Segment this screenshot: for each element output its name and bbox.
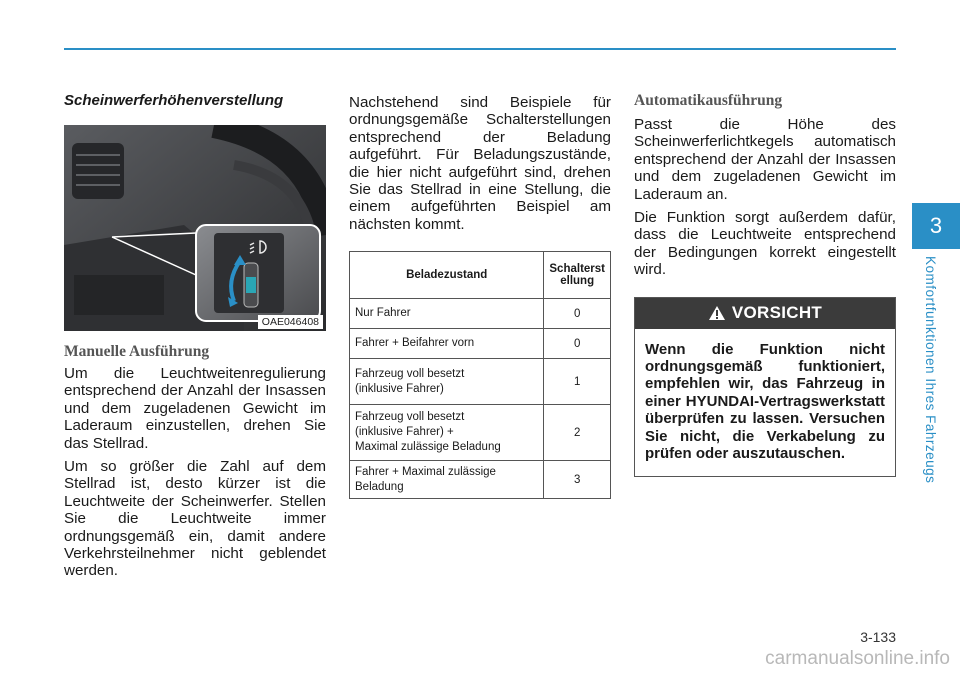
caution-title: VORSICHT xyxy=(731,303,823,323)
table-cell-load: Fahrzeug voll besetzt (inklusive Fahrer) + Maximal zulässige Beladung xyxy=(350,405,544,461)
image-code: OAE046408 xyxy=(258,315,323,329)
table-row xyxy=(350,405,611,461)
caution-box xyxy=(634,297,896,477)
table-cell-load: Fahrzeug voll besetzt (inklusive Fahrer) xyxy=(350,359,544,405)
table-row xyxy=(350,359,611,405)
table-row xyxy=(350,329,611,359)
caution-text: Wenn die Funktion nicht ordnungsgemäß funktioniert, empfehlen wir, das Fahrzeug in einer HYUNDAI-Vertragswerkstatt überprüfen zu lassen. Versuchen Sie nicht, die Verkabelung zu prüfen oder auszutauschen. xyxy=(645,340,885,463)
table-cell-switch: 2 xyxy=(544,405,611,461)
auto-heading: Automatikausführung xyxy=(634,92,783,109)
top-rule xyxy=(64,48,896,50)
auto-paragraph-2: Die Funktion sorgt außerdem dafür, dass die Leuchtweite entsprechend der Bedingungen korrekt eingestellt wird. xyxy=(634,209,896,279)
table-cell-load: Fahrer + Maximal zulässige Beladung xyxy=(350,461,544,499)
warning-triangle-icon xyxy=(708,305,726,321)
manual-paragraph-1: Um die Leuchtweitenregulierung entsprechend der Anzahl der Insassen und dem zugeladenen Gewicht im Laderaum einzustellen, drehen Sie das Stellrad. xyxy=(64,365,326,452)
intro-paragraph: Nachstehend sind Beispiele für ordnungsgemäße Schalterstellungen entsprechend der Beladung aufgeführt. Für Beladungszustände, die hier nicht aufgeführt sind, drehen Sie das Stellrad in eine Stellung, die einem aufgeführten Beispiel am nächsten kommt. xyxy=(349,94,611,233)
page-number: 3-133 xyxy=(860,629,896,645)
table-cell-load: Nur Fahrer xyxy=(350,299,544,329)
caution-header xyxy=(635,298,895,329)
auto-paragraph-1: Passt die Höhe des Scheinwerferlichtkegels automatisch entsprechend der Anzahl der Insassen und dem zugeladenen Gewicht im Laderaum an. xyxy=(634,116,896,203)
header-load: Beladezustand xyxy=(350,252,544,299)
table-cell-switch: 0 xyxy=(544,329,611,359)
section-title: Scheinwerferhöhenverstellung xyxy=(64,92,284,109)
load-table xyxy=(349,251,611,499)
table-cell-switch: 0 xyxy=(544,299,611,329)
header-switch: Schalterst ellung xyxy=(544,252,611,299)
column-right xyxy=(634,92,896,477)
chapter-number-tab: 3 xyxy=(912,203,960,249)
table-cell-load: Fahrer + Beifahrer vorn xyxy=(350,329,544,359)
column-left xyxy=(64,92,326,586)
chapter-title: Komfortfunktionen Ihres Fahrzeugs xyxy=(923,256,938,484)
table-cell-switch: 3 xyxy=(544,461,611,499)
table-header-row xyxy=(350,252,611,299)
table-row xyxy=(350,299,611,329)
dashboard-photo xyxy=(64,125,326,331)
table-cell-switch: 1 xyxy=(544,359,611,405)
table-row xyxy=(350,461,611,499)
manual-heading: Manuelle Ausführung xyxy=(64,343,210,360)
column-middle xyxy=(349,94,611,499)
headlight-leveling-illustration xyxy=(64,125,326,331)
watermark: carmanualsonline.info xyxy=(765,648,950,669)
manual-paragraph-2: Um so größer die Zahl auf dem Stellrad ist, desto kürzer ist die Leuchtweite der Scheinwerfer. Stellen Sie die Leuchtweite immer ordnungsgemäß ein, damit andere Verkehrsteilnehmer nicht geblendet werden. xyxy=(64,458,326,580)
